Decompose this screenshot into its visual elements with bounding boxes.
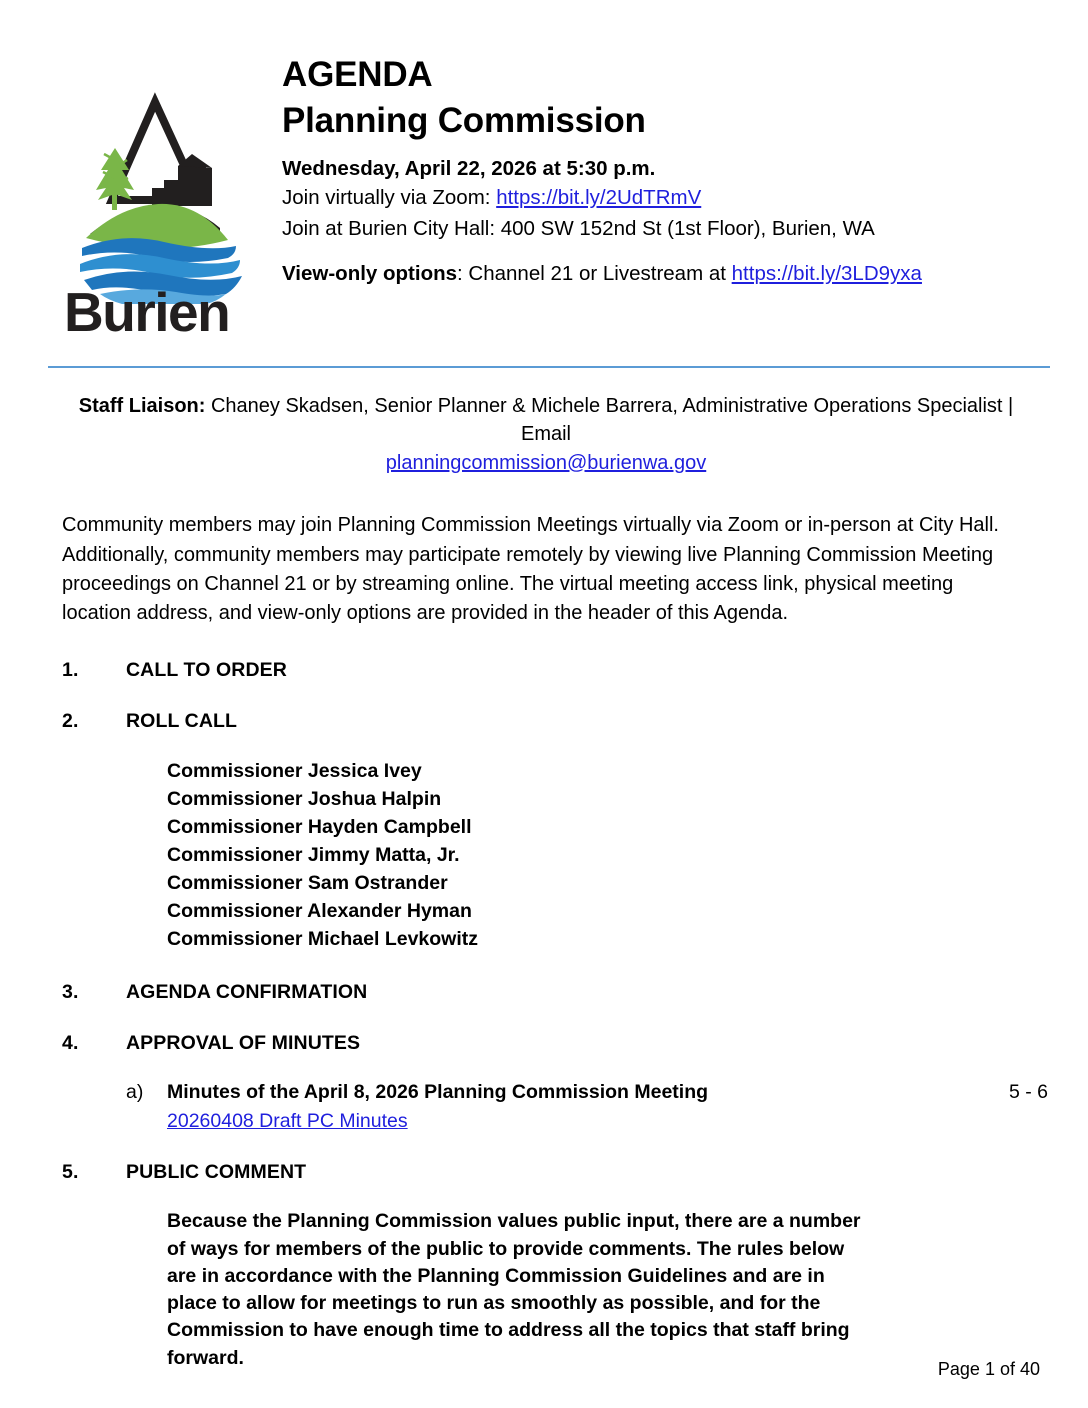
zoom-join-line <box>282 182 1048 213</box>
subitem-title: Minutes of the April 8, 2026 Planning Commission Meeting <box>167 1081 709 1104</box>
agenda-subitem-minutes <box>0 1081 1088 1133</box>
list-item: Commissioner Joshua Halpin <box>167 787 442 810</box>
list-item: Commissioner Alexander Hyman <box>167 900 472 923</box>
agenda-item-number: 3. <box>62 981 79 1004</box>
zoom-meeting-link[interactable]: https://bit.ly/2UdTRmV <box>496 185 702 209</box>
staff-liaison-block <box>62 392 1030 477</box>
list-item: Commissioner Sam Ostrander <box>167 872 448 895</box>
intro-paragraph: Community members may join Planning Commission Meetings virtually via Zoom or in-person at City Hall. Additionally, community members may participate remotely by viewing live Planning Commission Meeting proceedings on Channel 21 or by streaming online. The virtual meeting access link, physical meeting location address, and view-only options are provided in the header of this Agenda. <box>62 514 999 625</box>
staff-liaison-names: Chaney Skadsen, Senior Planner & Michele Barrera, Administrative Operations Specialist | Email <box>205 395 1014 446</box>
agenda-item-number: 1. <box>62 658 79 681</box>
agenda-item-call-to-order <box>0 659 1088 682</box>
agenda-item-number: 5. <box>62 1161 79 1184</box>
agenda-item-public-comment <box>0 1161 1088 1184</box>
agenda-item-label: PUBLIC COMMENT <box>126 1161 307 1184</box>
agenda-item-number: 4. <box>62 1032 79 1055</box>
draft-pc-minutes-link[interactable]: 20260408 Draft PC Minutes <box>167 1110 408 1133</box>
agenda-item-agenda-confirmation <box>0 981 1088 1004</box>
page-footer <box>0 1359 1040 1380</box>
page-indicator: Page 1 of 40 <box>937 1359 1040 1379</box>
commissioner-roster <box>0 757 1088 954</box>
agenda-item-label: APPROVAL OF MINUTES <box>126 1032 361 1055</box>
list-item: Commissioner Jessica Ivey <box>167 759 422 782</box>
subitem-page-range: 5 - 6 <box>1008 1081 1048 1104</box>
burien-logo-icon <box>60 88 260 308</box>
list-item: Commissioner Michael Levkowitz <box>167 928 479 951</box>
meeting-datetime: Wednesday, April 22, 2026 at 5:30 p.m. <box>282 156 656 180</box>
livestream-link[interactable]: https://bit.ly/3LD9yxa <box>731 262 922 286</box>
list-item: Commissioner Hayden Campbell <box>167 815 472 838</box>
page-title-body: Planning Commission <box>282 101 646 140</box>
subitem-body <box>167 1081 989 1133</box>
subitem-attachment-line <box>167 1110 989 1133</box>
document-header <box>0 0 1088 344</box>
burien-city-logo <box>60 46 270 344</box>
agenda-items <box>0 659 1088 1372</box>
header-divider <box>48 366 1050 368</box>
agenda-item-label: ROLL CALL <box>126 709 238 732</box>
in-person-location-line: Join at Burien City Hall: 400 SW 152nd St (1st Floor), Burien, WA <box>282 216 875 240</box>
public-comment-paragraph: Because the Planning Commission values public input, there are a number of ways for members of the public to provide comments. The rules below are in accordance with the Planning Commission Guidelines and are in place to allow for meetings to run as smoothly as possible, and for the Commission to have enough time to address all the topics that staff bring forward. <box>167 1210 861 1369</box>
agenda-item-number: 2. <box>62 709 79 732</box>
staff-liaison-label: Staff Liaison: <box>78 395 206 417</box>
page-title-agenda: AGENDA <box>282 55 433 94</box>
header-text-block <box>270 46 1048 288</box>
agenda-item-approval-of-minutes <box>0 1032 1088 1055</box>
list-item: Commissioner Jimmy Matta, Jr. <box>167 843 460 866</box>
zoom-join-label: Join virtually via Zoom: <box>282 185 497 209</box>
subitem-marker: a) <box>126 1081 144 1104</box>
header-spacer <box>282 244 1048 260</box>
planning-commission-email-link[interactable]: planningcommission@burienwa.gov <box>385 451 707 474</box>
agenda-item-label: AGENDA CONFIRMATION <box>126 981 368 1004</box>
logo-wordmark: Burien <box>64 281 230 343</box>
view-only-label: View-only options <box>282 262 458 286</box>
view-only-rest: : Channel 21 or Livestream at <box>457 262 732 286</box>
view-only-options-line <box>282 260 1048 288</box>
agenda-item-label: CALL TO ORDER <box>126 658 287 681</box>
agenda-item-roll-call <box>0 710 1088 733</box>
